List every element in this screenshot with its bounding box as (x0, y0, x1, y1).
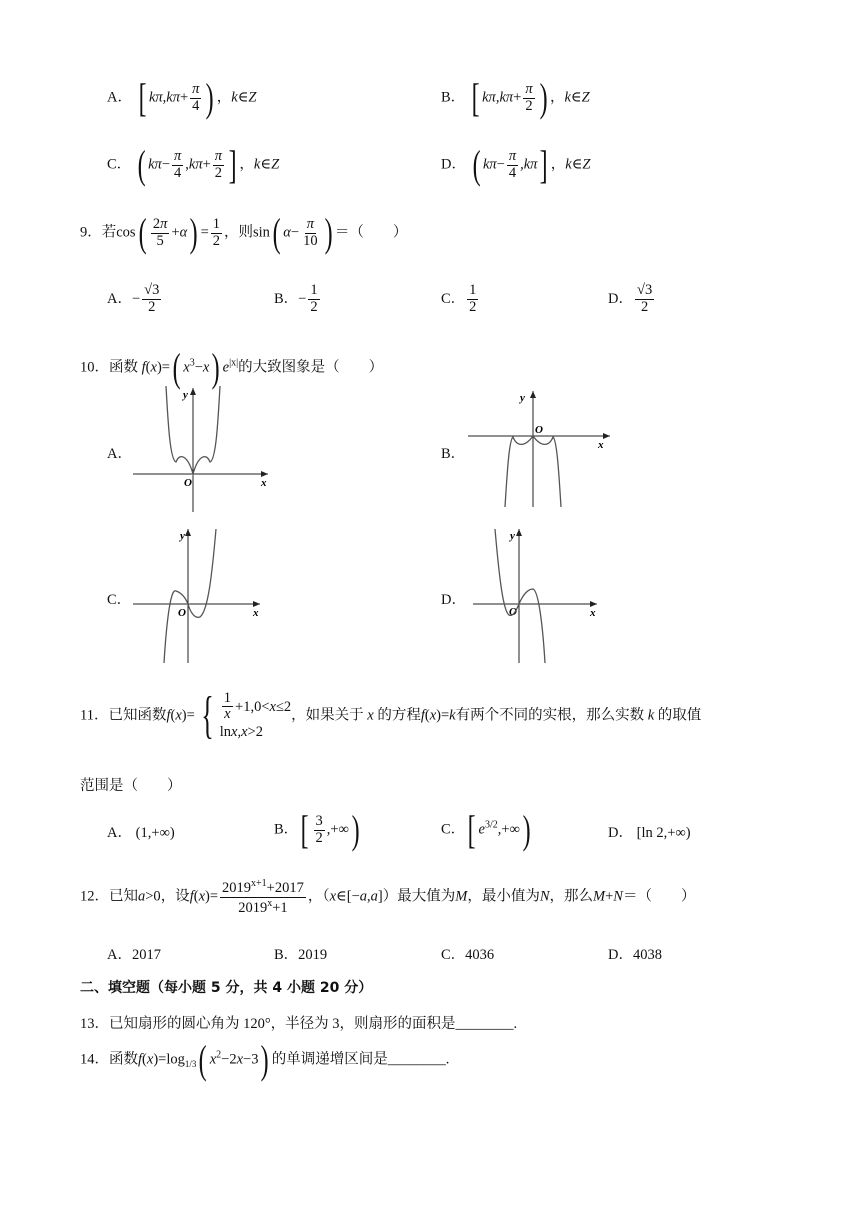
y-axis-label: y (183, 389, 188, 401)
q10-option-d-label: D． (441, 592, 466, 608)
x-axis-label: x (598, 439, 604, 451)
y-axis-label: y (510, 530, 515, 542)
q12-option-b: B．2019 (274, 947, 328, 963)
q8-option-c: C． ( kπ− $\frac{\pi}{4}$ ,kπ+ $\frac{\pi}{2}$ ] ，k∈Z (107, 142, 280, 187)
origin-label: O (184, 477, 192, 489)
question-12: 12．已知a>0，设f(x)= $\frac{2019^{x+1}+2017}{2019^x+1}$ ，（x∈[−a,a]）最大值为M，最小值为N，那么M+N＝（ ） (80, 878, 696, 916)
q11-option-d: D． [ln 2,+∞) (608, 825, 691, 841)
q8-option-a: A． [ kπ,kπ+ $\frac{\pi}{4}$ ) ，k∈Z (107, 75, 257, 120)
origin-label: O (509, 606, 517, 618)
q10-graph-b (465, 385, 615, 510)
q10-option-b-label: B． (441, 446, 466, 462)
q11-option-c: C．[ $e^{3/2},+\infty$) (441, 807, 531, 852)
question-14: 14．函数$f(x)=\log_{1/3}$( $x^2-2x-3$) 的单调递增区间是________. (80, 1037, 450, 1082)
option-label: C． (107, 156, 132, 173)
q10-option-c-label: C． (107, 592, 132, 608)
option-label: B． (441, 89, 466, 106)
q12-option-d: D．4038 (608, 947, 662, 963)
q11-option-a: A． (1,+∞) (107, 825, 175, 841)
section-title: 二、填空题（每小题 5 分，共 4 小题 20 分） (80, 980, 373, 996)
q9-option-c: C． $\frac{1}{2}$ (441, 282, 477, 315)
q10-graph-d (465, 525, 605, 665)
y-axis-label: y (180, 530, 185, 542)
q8-option-d: D． ( kπ− $\frac{\pi}{4}$ ,kπ] ，k∈Z (441, 142, 591, 187)
q12-option-a: A．2017 (107, 947, 161, 963)
q9-option-a: A．− $\frac{√3}{2}$ (107, 282, 160, 315)
x-axis-label: x (253, 607, 259, 619)
x-axis-label: x (590, 607, 596, 619)
question-11: 11．已知函数f(x)= { $\frac{1}{x}$ +1,0<x≤2 lnx,x>2 ，如果关于 x 的方程f(x)=k有两个不同的实根，那么实数 k 的取值 (80, 687, 702, 744)
option-label: A． (107, 89, 132, 106)
q11-line2: 范围是（ ） (80, 778, 182, 794)
question-10: 10．函数 f(x)=( $x^3-x$) $e^{|x|}$的大致图象是（ ） (80, 345, 384, 390)
origin-label: O (535, 424, 543, 436)
option-label: D． (441, 156, 466, 173)
q8-option-b: B． [ kπ,kπ+ $\frac{\pi}{2}$ ) ，k∈Z (441, 75, 590, 120)
y-axis-label: y (520, 392, 525, 404)
q10-graph-c (128, 525, 268, 665)
q10-graph-a (128, 382, 278, 514)
origin-label: O (178, 607, 186, 619)
question-9: 9．若cos( $\frac{2\pi}{5}$ +α) = $\frac{1}{2}$ ，则sin( α− $\frac{\pi}{10}$ ) ＝（ ） (80, 210, 408, 255)
q9-option-b: B．− $\frac{1}{2}$ (274, 282, 318, 315)
q12-option-c: C．4036 (441, 947, 495, 963)
q11-option-b: B．[ $\frac{3}{2}$ ,+∞) (274, 807, 360, 852)
q9-option-d: D． $\frac{√3}{2}$ (608, 282, 653, 315)
question-13: 13．已知扇形的圆心角为 120°，半径为 3，则扇形的面积是________. (80, 1016, 518, 1032)
x-axis-label: x (261, 477, 267, 489)
q10-option-a-label: A． (107, 446, 132, 462)
